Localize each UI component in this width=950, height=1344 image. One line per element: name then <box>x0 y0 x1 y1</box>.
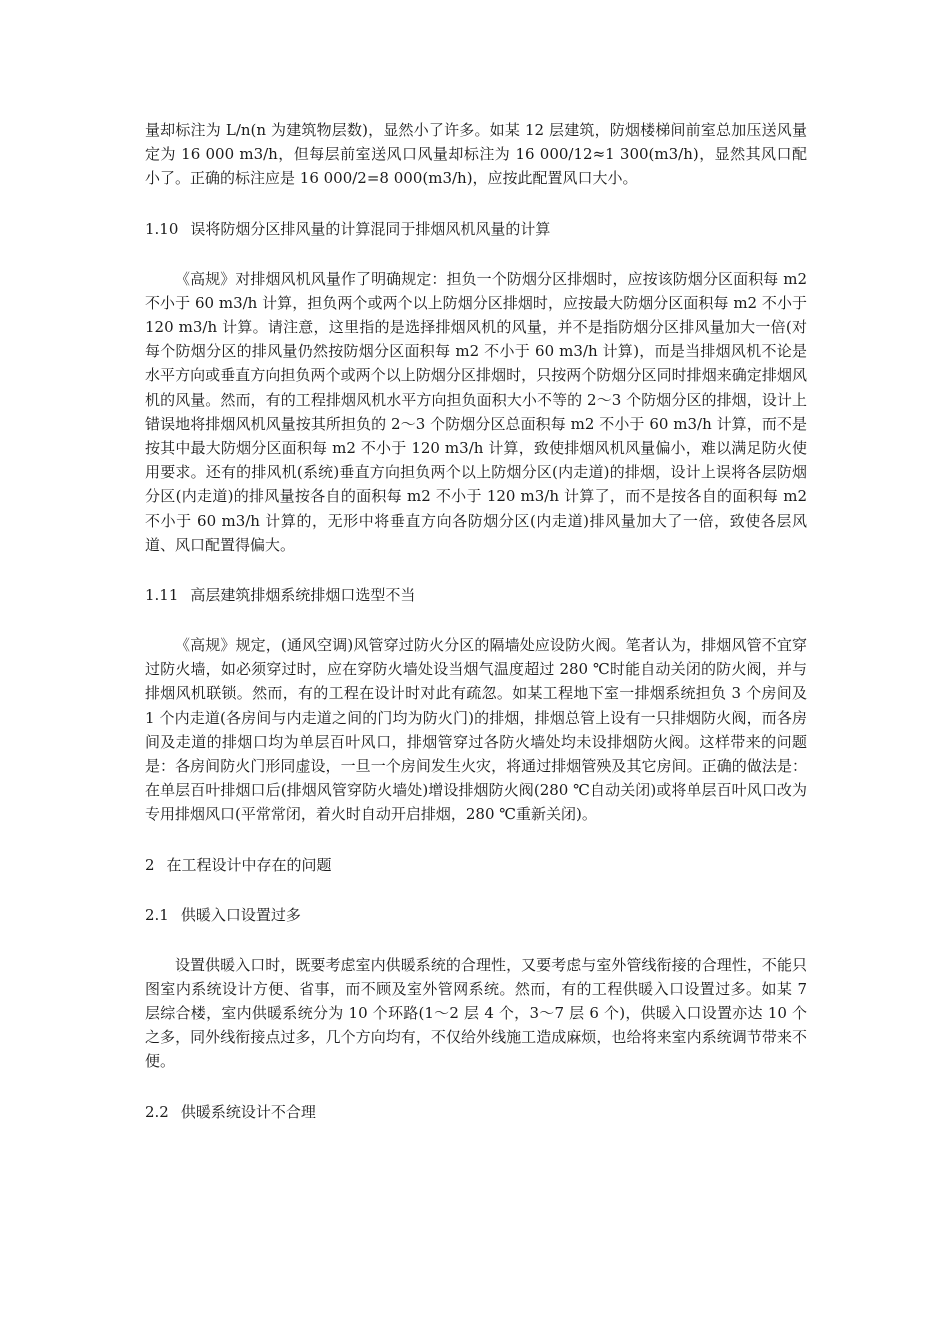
paragraph-smoke-fan-volume: 《高规》对排烟风机风量作了明确规定：担负一个防烟分区排烟时，应按该防烟分区面积每 m2 不小于 60 m3/h 计算，担负两个或两个以上防烟分区排烟时，应按最大防烟分区面积每 m2 不小于 120 m3/h 计算。请注意，这里指的是选择排烟风机的风量，并不是指防烟分区排风量加大一倍(对每个防烟分区的排风量仍然按防烟分区面积每 m2 不小于 60 m3/h 计算)，而是当排烟风机不论是水平方向或垂直方向担负两个或两个以上防烟分区排烟时，只按两个防烟分区同时排烟来确定排烟风机的风量。然而，有的工程排烟风机水平方向担负面积大小不等的 2～3 个防烟分区的排烟，设计上错误地将排烟风机风量按其所担负的 2～3 个防烟分区总面积每 m2 不小于 60 m3/h 计算，而不是按其中最大防烟分区面积每 m2 不小于 120 m3/h 计算，致使排烟风机风量偏小，难以满足防火使用要求。还有的排风机(系统)垂直方向担负两个以上防烟分区(内走道)的排烟，设计上误将各层防烟分区(内走道)的排风量按各自的面积每 m2 不小于 120 m3/h 计算了，而不是按各自的面积每 m2 不小于 60 m3/h 计算的，无形中将垂直方向各防烟分区(内走道)排风量加大了一倍，致使各层风道、风口配置得偏大。 <box>145 269 807 554</box>
spacer <box>145 1074 807 1100</box>
section-heading-2-2 <box>145 1100 807 1124</box>
section-title: 供暖系统设计不合理 <box>180 1102 316 1121</box>
paragraph-heating-entrance: 设置供暖入口时，既要考虑室内供暖系统的合理性，又要考虑与室外管线衔接的合理性，不能只图室内系统设计方便、省事，而不顾及室外管网系统。然而，有的工程供暖入口设置过多。如某 7 层综合楼，室内供暖系统分为 10 个环路(1～2 层 4 个，3～7 层 6 个)，供暖入口设置亦达 10 个之多，同外线衔接点过多，几个方向均有，不仅给外线施工造成麻烦，也给将来室内系统调节带来不便。 <box>145 955 807 1071</box>
section-number: 2.2 <box>145 1102 169 1121</box>
section-heading-2 <box>145 853 807 877</box>
spacer <box>145 191 807 217</box>
section-number: 1.10 <box>145 219 179 238</box>
section-heading-1-11 <box>145 583 807 607</box>
section-heading-1-10 <box>145 217 807 241</box>
section-number: 2 <box>145 855 155 874</box>
spacer <box>145 241 807 267</box>
document-page <box>145 118 807 1124</box>
paragraph-continuation: 量却标注为 L/n(n 为建筑物层数)，显然小了许多。如某 12 层建筑，防烟楼梯间前室总加压送风量定为 16 000 m3/h，但每层前室送风口风量却标注为 16 000/12≈1 300(m3/h)，显然其风口配小了。正确的标注应是 16 000/2=8 000(m3/h)，应按此配置风口大小。 <box>145 121 807 188</box>
section-heading-2-1 <box>145 903 807 927</box>
spacer <box>145 557 807 583</box>
spacer <box>145 877 807 903</box>
section-title: 在工程设计中存在的问题 <box>166 855 332 874</box>
section-title: 供暖入口设置过多 <box>180 905 301 924</box>
section-number: 2.1 <box>145 905 169 924</box>
spacer <box>145 927 807 953</box>
section-number: 1.11 <box>145 586 179 605</box>
section-title: 误将防烟分区排风量的计算混同于排烟风机风量的计算 <box>190 219 551 238</box>
paragraph-smoke-outlet: 《高规》规定，(通风空调)风管穿过防火分区的隔墙处应设防火阀。笔者认为，排烟风管不宜穿过防火墙，如必须穿过时，应在穿防火墙处设当烟气温度超过 280 ℃时能自动关闭的防火阀，并与排烟风机联锁。然而，有的工程在设计时对此有疏忽。如某工程地下室一排烟系统担负 3 个房间及 1 个内走道(各房间与内走道之间的门均为防火门)的排烟，排烟总管上设有一只排烟防火阀，而各房间及走道的排烟口均为单层百叶风口，排烟管穿过各防火墙处均未设排烟防火阀。这样带来的问题是：各房间防火门形同虚设，一旦一个房间发生火灾，将通过排烟管殃及其它房间。正确的做法是：在单层百叶排烟口后(排烟风管穿防火墙处)增设排烟防火阀(280 ℃自动关闭)或将单层百叶风口改为专用排烟风口(平常常闭，着火时自动开启排烟，280 ℃重新关闭)。 <box>145 636 807 824</box>
spacer <box>145 827 807 853</box>
section-title: 高层建筑排烟系统排烟口选型不当 <box>190 586 416 605</box>
spacer <box>145 607 807 633</box>
